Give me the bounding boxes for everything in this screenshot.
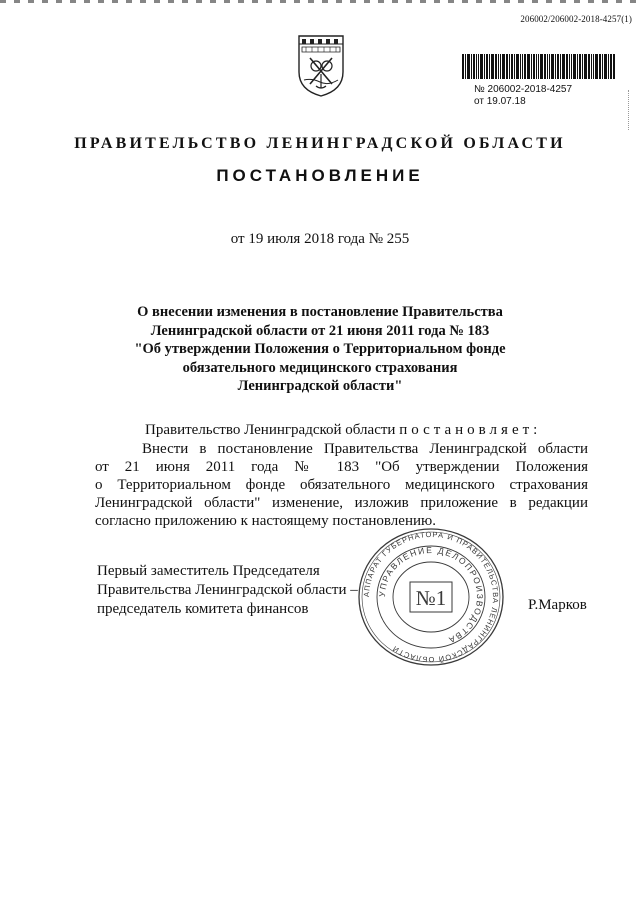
signatory-line: председатель комитета финансов bbox=[97, 601, 309, 617]
body-line: от 21 июня 2011 года № 183 "Об утверждении Положения bbox=[95, 459, 588, 475]
title-line: "Об утверждении Положения о Территориальном фонде bbox=[134, 341, 506, 358]
body-line: Внести в постановление Правительства Ленинградской области bbox=[142, 441, 588, 457]
intro-text: Правительство Ленинградской области bbox=[145, 422, 396, 438]
signatory-name: Р.Марков bbox=[528, 597, 587, 613]
title-line: О внесении изменения в постановление Правительства bbox=[137, 304, 503, 320]
body-line: Ленинградской области" изменение, изложив приложение в редакции bbox=[95, 495, 588, 511]
coat-of-arms-emblem-icon bbox=[296, 34, 346, 98]
barcode bbox=[462, 54, 615, 79]
resolution-intro bbox=[145, 422, 541, 439]
signatory-line: Первый заместитель Председателя bbox=[97, 563, 320, 579]
body-line: о Территориальном фонде обязательного медицинского страхования bbox=[95, 477, 588, 493]
official-stamp bbox=[355, 527, 507, 667]
signatory-line: Правительства Ленинградской области – bbox=[97, 582, 358, 598]
body-line: согласно приложению к настоящему постановлению. bbox=[95, 513, 436, 529]
issuing-authority: ПРАВИТЕЛЬСТВО ЛЕНИНГРАДСКОЙ ОБЛАСТИ bbox=[74, 135, 566, 152]
registration-number: № 206002-2018-4257 bbox=[474, 84, 573, 95]
intro-decree-word: постановляет: bbox=[399, 422, 542, 438]
resolution-body bbox=[95, 440, 588, 530]
document-date-number: от 19 июля 2018 года № 255 bbox=[230, 231, 410, 247]
document-type: ПОСТАНОВЛЕНИЕ bbox=[216, 166, 424, 185]
signatory-position bbox=[97, 562, 358, 619]
stamp-number: №1 bbox=[415, 586, 447, 610]
document-id: 206002/206002-2018-4257(1) bbox=[520, 14, 632, 24]
title-line: Ленинградской области от 21 июня 2011 года № 183 bbox=[150, 322, 490, 339]
title-line: Ленинградской области" bbox=[237, 378, 403, 395]
stamp-outer-text: АППАРАТ ГУБЕРНАТОРА И ПРАВИТЕЛЬСТВА ЛЕНИНГРАДСКОЙ ОБЛАСТИ bbox=[361, 529, 501, 665]
document-title bbox=[80, 303, 560, 396]
registration-date: от 19.07.18 bbox=[474, 96, 526, 107]
stamp-inner-text: УПРАВЛЕНИЕ ДЕЛОПРОИЗВОДСТВА bbox=[376, 544, 486, 646]
title-line: обязательного медицинского страхования bbox=[182, 359, 458, 376]
scan-edge-mark bbox=[628, 90, 632, 130]
scan-edge-artifact bbox=[0, 0, 640, 3]
